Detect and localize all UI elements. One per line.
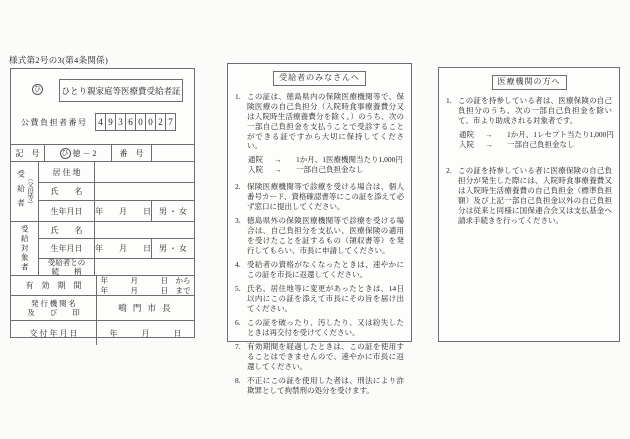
issuer-value: 鳴 門 市 長 bbox=[96, 296, 194, 320]
guardian-group-label bbox=[11, 162, 39, 221]
target-relation-row bbox=[39, 258, 194, 275]
validity-label: 有 効 期 間 bbox=[25, 281, 82, 290]
notice-item: 7. 有効期間を経過したときは、この証を使用することはできませんので、速やかに市長に返還してください。 bbox=[235, 341, 404, 371]
payer-digit: 2 bbox=[155, 113, 166, 131]
payer-digit: 0 bbox=[135, 113, 146, 131]
copay-table bbox=[459, 130, 612, 150]
sex-options-cell: 男 ・ 女 bbox=[151, 239, 194, 258]
kigo-label: 記 号 bbox=[15, 148, 40, 158]
copay-row-outpatient: 通院 → 1か月、1レセプト当たり1,000円 bbox=[459, 129, 614, 139]
notice-item: 6. この証を破ったり、汚したり、又は紛失したときは再交付を受けてください。 bbox=[235, 318, 404, 337]
validity-value-cell bbox=[96, 276, 194, 295]
bango-value-cell bbox=[151, 145, 194, 161]
notice-item: 1. この証を持参している者は、医療保険の自己負担分のうち、次の一部自己負担金を除いて、市より助成される対象者です。 bbox=[446, 95, 612, 125]
hi-circle-icon: ひ bbox=[34, 85, 41, 93]
issue-date-value-cell: 年 月 日 bbox=[96, 321, 194, 345]
name-value-cell bbox=[94, 222, 194, 238]
recipients-notice-panel bbox=[227, 63, 412, 395]
arrow-icon: → bbox=[274, 155, 282, 165]
payer-digit: 4 bbox=[95, 113, 106, 131]
payer-digit: 0 bbox=[145, 113, 156, 131]
notice-item: 5. 氏名、居住地等に変更があったときは、14日以内にこの証を添えて市長にその旨を届け出てください。 bbox=[235, 284, 404, 314]
arrow-icon: → bbox=[485, 139, 493, 149]
birth-label: 生年月日 bbox=[50, 206, 83, 216]
symbol-number-row bbox=[11, 144, 194, 161]
birth-value-cell: 年 月 日 bbox=[94, 239, 151, 258]
payer-number-boxes bbox=[95, 113, 176, 131]
sex-options-cell: 男 ・ 女 bbox=[151, 201, 194, 221]
arrow-icon: → bbox=[485, 129, 493, 139]
name-label: 氏 名 bbox=[50, 187, 83, 196]
payer-digit: 3 bbox=[115, 113, 126, 131]
medical-title: 医療機関の方へ bbox=[492, 75, 567, 90]
medical-notice-panel bbox=[438, 67, 620, 342]
residence-label: 居 住 地 bbox=[52, 167, 81, 177]
issue-date-label: 交 付 年 月 日 bbox=[29, 328, 78, 338]
medical-title-wrap bbox=[446, 75, 612, 90]
notice-item: 1. この証は、徳島県内の保険医療機関等で、保険医療の自己負担分（入院時食事療養費分又は入院時生活療養費分を除く。）のうち、次の一部自己負担金を支払うことで受診することができる証ですから大切に保持してください。 bbox=[235, 91, 404, 151]
copay-row-inpatient: 入院 → 一部自己負担金なし bbox=[459, 139, 575, 149]
notice-item: 4. 受給者の資格がなくなったときは、速やかにこの証を市長に返還してください。 bbox=[235, 260, 404, 280]
target-group bbox=[11, 221, 194, 275]
issue-date-row bbox=[11, 320, 194, 345]
guardian-group-label-main: 受給者 bbox=[16, 169, 26, 214]
guardian-birth-row bbox=[39, 200, 194, 221]
hi-circle-icon: ひ bbox=[61, 148, 69, 157]
name-value-cell bbox=[94, 183, 194, 200]
issuer-label: 発 行 機 関 名 及 び 印 bbox=[27, 299, 80, 317]
certificate-title: ひとり親家庭等医療費受給者証 bbox=[59, 79, 183, 102]
kigo-value-cell bbox=[44, 145, 111, 161]
copay-table bbox=[248, 155, 404, 175]
target-group-label-cell bbox=[11, 222, 39, 275]
validity-row bbox=[11, 275, 194, 295]
birth-label: 生年月日 bbox=[50, 244, 83, 253]
payer-digit: 7 bbox=[165, 113, 176, 131]
residence-value-cell bbox=[94, 162, 194, 182]
arrow-icon: → bbox=[274, 165, 282, 175]
notice-item: 8. 不正にこの証を使用した者は、刑法により詐欺罪として拘禁刑の処分を受けます。 bbox=[235, 375, 404, 395]
target-name-row bbox=[39, 222, 194, 238]
copay-row-outpatient: 通院 → 1か月、1医療機関当たり1,000円 bbox=[248, 155, 403, 165]
form-number-label: 様式第2号の3(第4条関係) bbox=[9, 55, 109, 65]
recipients-title-wrap bbox=[235, 71, 404, 86]
bango-label: 番 号 bbox=[111, 145, 151, 161]
notice-item: 2. 保険医療機関等で診療を受ける場合は、個人番号カード、資格確認書等にこの証を添えて必ず窓口に提出してください。 bbox=[235, 182, 404, 212]
relation-value-cell bbox=[94, 259, 194, 275]
certificate-header-section bbox=[11, 69, 194, 144]
guardian-name-row bbox=[39, 182, 194, 200]
issuer-row bbox=[11, 295, 194, 320]
payer-digit: 6 bbox=[125, 113, 136, 131]
birth-value-cell: 年 月 日 bbox=[94, 201, 151, 221]
kigo-value: 徳 － 2 bbox=[72, 148, 97, 158]
validity-from: 年 月 日 から bbox=[100, 276, 191, 286]
copay-row-inpatient: 入院 → 一部自己負担金なし bbox=[248, 165, 364, 175]
guardian-group-label-sub: （父母等） bbox=[26, 175, 33, 208]
notice-item: 3. 徳島県外の保険医療機関等で診療を受ける場合は、自己負担分を支払い、医療保険の適用を受けたことを証するもの（領収書等）を発行してもらい、市長に申請してください。 bbox=[235, 216, 404, 256]
guardian-residence-row bbox=[39, 162, 194, 182]
target-group-label: 受給対象者 bbox=[20, 224, 30, 273]
notice-item: 2. この証を持参している者に医療保険の自己負担分が発生した際には、入院時食事療養費又は入院時生活療養費の自己負担金（標準負担額）及び上記一部自己負担金以外の自己負担分は従来と同様に国保連合会又は支払基金へ請求手続きを行ってください。 bbox=[446, 166, 612, 226]
guardian-group bbox=[11, 161, 194, 221]
validity-to: 年 月 日 まで bbox=[100, 285, 191, 295]
recipients-title: 受給者のみなさんへ bbox=[273, 71, 366, 86]
name-label: 氏 名 bbox=[50, 225, 83, 235]
payer-number-label: 公費負担者番号 bbox=[21, 118, 88, 127]
relation-label: 受給者との 続 柄 bbox=[47, 259, 86, 275]
payer-digit: 9 bbox=[105, 113, 116, 131]
target-birth-row bbox=[39, 238, 194, 258]
certificate-card bbox=[10, 68, 195, 338]
